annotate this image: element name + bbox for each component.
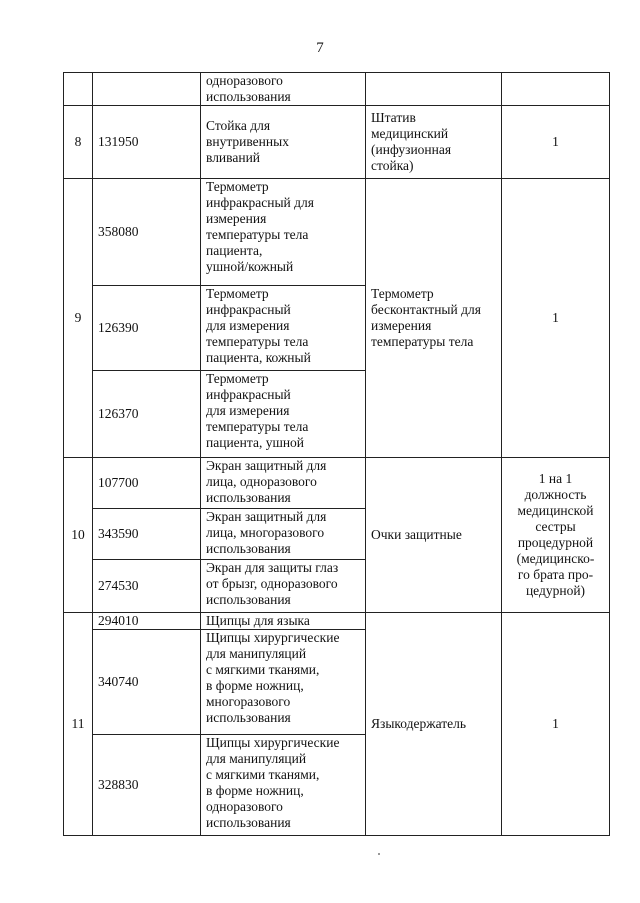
code-cell: 126370: [93, 371, 201, 458]
group-name-cell: [366, 179, 502, 458]
row-number-cell: 10: [64, 458, 93, 613]
code-cell: 131950: [93, 106, 201, 179]
group-name-cell: [366, 458, 502, 613]
quantity-cell: 1: [502, 106, 610, 179]
item-name-cell: [201, 735, 366, 836]
quantity-cell: [502, 458, 610, 613]
item-name-cell: [201, 106, 366, 179]
item-name-text: Щипцы для языка: [206, 613, 310, 628]
quantity-text: 1 на 1 должность медицинской сестры процедурной (медицинско- го брата про- цедурной): [516, 471, 595, 598]
code-cell: 126390: [93, 286, 201, 371]
quantity-cell: 1: [502, 613, 610, 836]
group-name-text: Термометр бесконтактный для измерения температуры тела: [371, 286, 481, 349]
equipment-table: [63, 72, 610, 836]
group-name-text: Очки защитные: [371, 527, 462, 542]
item-name-text: Щипцы хирургические для манипуляций с мягкими тканями, в форме ножниц, одноразового использования: [206, 735, 340, 830]
code-cell: 340740: [93, 630, 201, 735]
item-name-text: Термометр инфракрасный для измерения температуры тела пациента, ушной: [206, 371, 309, 450]
item-name-text: одноразового использования: [206, 73, 291, 104]
row-number-cell: 8: [64, 106, 93, 179]
code-cell: 328830: [93, 735, 201, 836]
code-cell: 294010: [93, 613, 201, 630]
table-row: [64, 458, 610, 509]
item-name-cell: [201, 458, 366, 509]
item-name-text: Экран для защиты глаз от брызг, одноразового использования: [206, 560, 339, 607]
quantity-cell: [502, 73, 610, 106]
item-name-cell: [201, 509, 366, 560]
item-name-text: Термометр инфракрасный для измерения температуры тела пациента, кожный: [206, 286, 311, 365]
item-name-cell: [201, 73, 366, 106]
code-cell: [93, 73, 201, 106]
item-name-text: Экран защитный для лица, одноразового использования: [206, 458, 327, 505]
row-number-cell: [64, 73, 93, 106]
item-name-cell: [201, 630, 366, 735]
group-name-text: Штатив медицинский (инфузионная стойка): [371, 110, 452, 173]
item-name-cell: [201, 560, 366, 613]
group-name-cell: [366, 73, 502, 106]
item-name-cell: [201, 613, 366, 630]
row-number-cell: 11: [64, 613, 93, 836]
code-cell: 343590: [93, 509, 201, 560]
table-row: [64, 73, 610, 106]
quantity-cell: 1: [502, 179, 610, 458]
row-number-cell: 9: [64, 179, 93, 458]
item-name-text: Экран защитный для лица, многоразового использования: [206, 509, 327, 556]
table-row: [64, 613, 610, 630]
table-row: [64, 106, 610, 179]
page-number: 7: [316, 40, 324, 56]
item-name-cell: [201, 179, 366, 286]
item-name-cell: [201, 371, 366, 458]
group-name-cell: [366, 106, 502, 179]
item-name-cell: [201, 286, 366, 371]
table-row: [64, 179, 610, 286]
scan-speck: [378, 853, 380, 855]
code-cell: 358080: [93, 179, 201, 286]
item-name-text: Термометр инфракрасный для измерения температуры тела пациента, ушной/кожный: [206, 179, 314, 274]
code-cell: 107700: [93, 458, 201, 509]
item-name-text: Щипцы хирургические для манипуляций с мягкими тканями, в форме ножниц, многоразового использования: [206, 630, 340, 725]
item-name-text: Стойка для внутривенных вливаний: [206, 118, 289, 165]
code-cell: 274530: [93, 560, 201, 613]
group-name-cell: Языкодержатель: [366, 613, 502, 836]
